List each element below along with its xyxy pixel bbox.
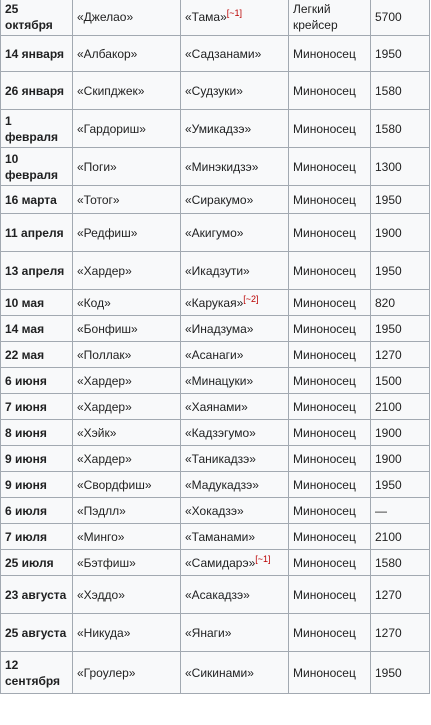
submarine-cell: «Тотог» xyxy=(73,186,181,214)
table-row xyxy=(1,110,430,148)
target-cell xyxy=(181,472,289,498)
footnote-link[interactable]: [~1] xyxy=(226,7,243,18)
date-cell: 9 июня xyxy=(1,472,73,498)
table-row xyxy=(1,252,430,290)
tonnage-cell: 2100 xyxy=(371,524,430,550)
ship-type-cell: Миноносец xyxy=(289,252,371,290)
table-row xyxy=(1,72,430,110)
target-name: «Янаги» xyxy=(185,625,232,640)
tonnage-cell: — xyxy=(371,498,430,524)
ship-type-cell: Миноносец xyxy=(289,316,371,342)
target-cell xyxy=(181,446,289,472)
table-row xyxy=(1,524,430,550)
target-name: «Мадукадзэ» xyxy=(185,477,259,492)
date-cell: 8 июня xyxy=(1,420,73,446)
target-cell xyxy=(181,420,289,446)
target-name: «Судзуки» xyxy=(185,83,243,98)
target-cell xyxy=(181,394,289,420)
table-row xyxy=(1,394,430,420)
date-cell: 13 апреля xyxy=(1,252,73,290)
target-cell xyxy=(181,290,289,316)
ship-type-cell: Миноносец xyxy=(289,614,371,652)
target-name: «Икадзути» xyxy=(185,263,250,278)
date-cell: 14 января xyxy=(1,36,73,72)
target-name: «Садзанами» xyxy=(185,46,262,61)
ship-type-cell: Миноносец xyxy=(289,214,371,252)
submarine-cell: «Редфиш» xyxy=(73,214,181,252)
target-name: «Инадзума» xyxy=(185,321,254,336)
submarine-cell: «Бэтфиш» xyxy=(73,550,181,576)
submarine-cell: «Гардориш» xyxy=(73,110,181,148)
date-cell: 25 июля xyxy=(1,550,73,576)
submarine-cell: «Бонфиш» xyxy=(73,316,181,342)
date-cell: 9 июня xyxy=(1,446,73,472)
tonnage-cell: 1270 xyxy=(371,342,430,368)
target-name: «Таманами» xyxy=(185,529,255,544)
submarine-cell: «Поллак» xyxy=(73,342,181,368)
target-cell xyxy=(181,0,289,36)
target-name: «Таникадзэ» xyxy=(185,451,256,466)
target-cell xyxy=(181,110,289,148)
date-cell: 6 июня xyxy=(1,368,73,394)
target-cell xyxy=(181,214,289,252)
tonnage-cell: 1580 xyxy=(371,550,430,576)
submarine-cell: «Хардер» xyxy=(73,252,181,290)
target-name: «Асанаги» xyxy=(185,347,244,362)
ship-type-cell: Миноносец xyxy=(289,472,371,498)
table-row xyxy=(1,342,430,368)
date-cell: 23 августа xyxy=(1,576,73,614)
tonnage-cell: 1950 xyxy=(371,186,430,214)
table-row xyxy=(1,0,430,36)
submarine-cell: «Поги» xyxy=(73,148,181,186)
ship-type-cell: Миноносец xyxy=(289,110,371,148)
tonnage-cell: 1900 xyxy=(371,214,430,252)
table-row xyxy=(1,36,430,72)
target-name: «Тама» xyxy=(185,9,227,24)
ship-type-cell: Миноносец xyxy=(289,290,371,316)
table-row xyxy=(1,368,430,394)
ship-type-cell: Миноносец xyxy=(289,446,371,472)
table-row xyxy=(1,652,430,694)
target-cell xyxy=(181,524,289,550)
date-cell: 6 июля xyxy=(1,498,73,524)
table-row xyxy=(1,446,430,472)
table-row xyxy=(1,576,430,614)
target-name: «Карукая» xyxy=(185,295,244,310)
footnote-link[interactable]: [~2] xyxy=(243,293,259,304)
target-name: «Минэкидзэ» xyxy=(185,159,259,174)
target-cell xyxy=(181,72,289,110)
target-cell xyxy=(181,148,289,186)
tonnage-cell: 1580 xyxy=(371,72,430,110)
tonnage-cell: 1900 xyxy=(371,446,430,472)
ship-type-cell: Миноносец xyxy=(289,550,371,576)
target-name: «Умикадзэ» xyxy=(185,121,252,136)
submarine-cell: «Албакор» xyxy=(73,36,181,72)
table-row xyxy=(1,148,430,186)
tonnage-cell: 5700 xyxy=(371,0,430,36)
target-cell xyxy=(181,316,289,342)
tonnage-cell: 1950 xyxy=(371,316,430,342)
date-cell: 22 мая xyxy=(1,342,73,368)
tonnage-cell: 2100 xyxy=(371,394,430,420)
target-name: «Кадзэгумо» xyxy=(185,425,256,440)
ship-type-cell: Миноносец xyxy=(289,36,371,72)
date-cell: 14 мая xyxy=(1,316,73,342)
target-cell xyxy=(181,342,289,368)
target-name: «Самидарэ» xyxy=(185,555,256,570)
tonnage-cell: 1950 xyxy=(371,472,430,498)
target-cell xyxy=(181,652,289,694)
tonnage-cell: 1270 xyxy=(371,614,430,652)
tonnage-cell: 820 xyxy=(371,290,430,316)
submarine-cell: «Пэдлл» xyxy=(73,498,181,524)
ship-type-cell: Миноносец xyxy=(289,72,371,110)
tonnage-cell: 1950 xyxy=(371,652,430,694)
target-cell xyxy=(181,186,289,214)
target-name: «Сикинами» xyxy=(185,665,254,680)
target-name: «Минацуки» xyxy=(185,373,254,388)
table-row xyxy=(1,420,430,446)
date-cell: 11 апреля xyxy=(1,214,73,252)
table-row xyxy=(1,472,430,498)
ship-type-cell: Миноносец xyxy=(289,652,371,694)
target-cell xyxy=(181,252,289,290)
date-cell: 10 мая xyxy=(1,290,73,316)
submarine-cell: «Свордфиш» xyxy=(73,472,181,498)
submarine-cell: «Скипджек» xyxy=(73,72,181,110)
target-cell xyxy=(181,368,289,394)
ship-type-cell: Миноносец xyxy=(289,342,371,368)
submarine-cell: «Хэйк» xyxy=(73,420,181,446)
ship-type-cell: Миноносец xyxy=(289,524,371,550)
table-row xyxy=(1,498,430,524)
submarine-cell: «Хардер» xyxy=(73,394,181,420)
ship-type-cell: Миноносец xyxy=(289,394,371,420)
target-cell xyxy=(181,498,289,524)
tonnage-cell: 1270 xyxy=(371,576,430,614)
ship-type-cell: Миноносец xyxy=(289,148,371,186)
submarine-cell: «Хардер» xyxy=(73,368,181,394)
tonnage-cell: 1500 xyxy=(371,368,430,394)
ship-type-cell: Легкий крейсер xyxy=(289,0,371,36)
date-cell: 12 сентября xyxy=(1,652,73,694)
table-body xyxy=(1,0,430,694)
target-name: «Асакадзэ» xyxy=(185,587,250,602)
submarine-cell: «Минго» xyxy=(73,524,181,550)
target-cell xyxy=(181,576,289,614)
submarine-cell: «Джелао» xyxy=(73,0,181,36)
table-row xyxy=(1,550,430,576)
date-cell: 7 июля xyxy=(1,524,73,550)
date-cell: 16 марта xyxy=(1,186,73,214)
table-row xyxy=(1,614,430,652)
target-cell xyxy=(181,550,289,576)
target-name: «Хаянами» xyxy=(185,399,248,414)
tonnage-cell: 1580 xyxy=(371,110,430,148)
ship-type-cell: Миноносец xyxy=(289,186,371,214)
target-cell xyxy=(181,36,289,72)
target-name: «Хокадзэ» xyxy=(185,503,244,518)
submarine-cell: «Код» xyxy=(73,290,181,316)
target-name: «Сиракумо» xyxy=(185,192,254,207)
ship-type-cell: Миноносец xyxy=(289,576,371,614)
date-cell: 25 августа xyxy=(1,614,73,652)
footnote-link[interactable]: [~1] xyxy=(255,553,271,564)
tonnage-cell: 1900 xyxy=(371,420,430,446)
date-cell: 10 февраля xyxy=(1,148,73,186)
date-cell: 7 июня xyxy=(1,394,73,420)
table-row xyxy=(1,186,430,214)
submarine-cell: «Гроулер» xyxy=(73,652,181,694)
submarine-cell: «Никуда» xyxy=(73,614,181,652)
submarine-cell: «Хэддо» xyxy=(73,576,181,614)
ship-type-cell: Миноносец xyxy=(289,420,371,446)
target-name: «Акигумо» xyxy=(185,225,244,240)
table-row xyxy=(1,316,430,342)
submarine-cell: «Хардер» xyxy=(73,446,181,472)
date-cell: 1 февраля xyxy=(1,110,73,148)
tonnage-cell: 1950 xyxy=(371,252,430,290)
ship-type-cell: Миноносец xyxy=(289,498,371,524)
target-cell xyxy=(181,614,289,652)
table-row xyxy=(1,290,430,316)
date-cell: 26 января xyxy=(1,72,73,110)
table-row xyxy=(1,214,430,252)
tonnage-cell: 1950 xyxy=(371,36,430,72)
date-cell: 25 октября xyxy=(1,0,73,36)
tonnage-cell: 1300 xyxy=(371,148,430,186)
ship-type-cell: Миноносец xyxy=(289,368,371,394)
